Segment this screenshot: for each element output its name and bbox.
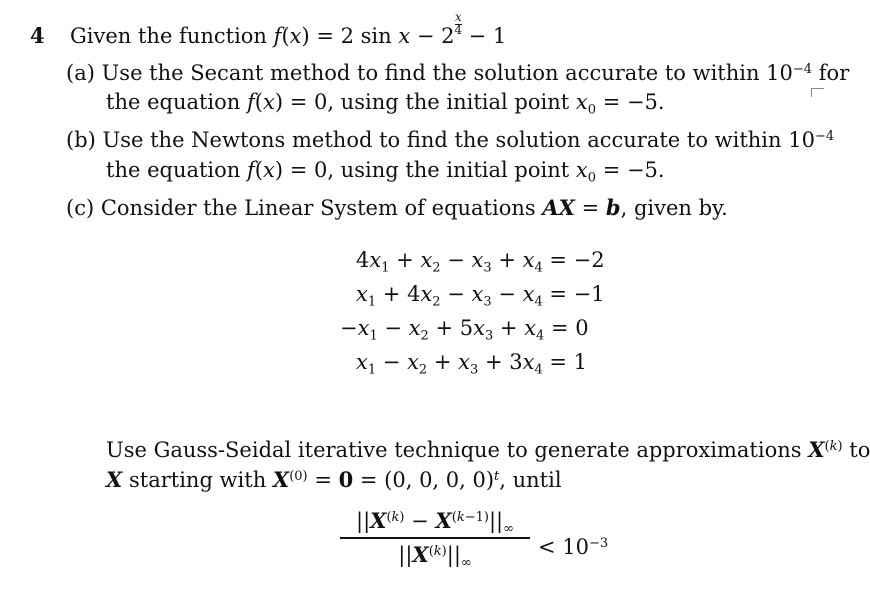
part-b-line2 [106, 156, 665, 184]
criterion-denominator: $||X^{(k)}||_\infty$ [398, 541, 472, 571]
part-a-equation: f(x) = 0 [247, 90, 328, 114]
part-b-line1 [66, 126, 834, 154]
gauss-text-end: to [849, 438, 870, 462]
part-c-text: Consider the Linear System of equations [100, 196, 536, 220]
part-a-line2 [106, 88, 665, 116]
part-b-equation: f(x) = 0 [247, 158, 328, 182]
system-equation-3: $-x_1 - x_2 + 5x_3 + x_4 = 0$ [340, 316, 589, 344]
part-a-line2-mid: , using the initial point [327, 90, 570, 114]
gauss-line2-start: starting with [128, 468, 267, 492]
part-b-label: (b) [66, 128, 96, 152]
part-a-label: (a) [66, 61, 95, 85]
part-b-line2-start: the equation [106, 158, 241, 182]
part-a-text-end: for [818, 61, 850, 85]
system-equation-2: $x_1 + 4x_2 - x_3 - x_4 = -1$ [356, 282, 605, 310]
part-b-period: . [657, 158, 665, 182]
margin-mark [811, 88, 824, 97]
part-c-equation: AX = b [542, 195, 621, 220]
part-a-initial-point: $x_0 = -5$ [575, 90, 658, 118]
problem-number: 4 [30, 23, 45, 49]
part-b-initial-point: $x_0 = -5$ [575, 158, 658, 186]
problem-header [30, 12, 506, 50]
part-a-period: . [657, 90, 665, 114]
part-b-line2-mid: , using the initial point [327, 158, 570, 182]
fraction-bar [340, 537, 530, 539]
criterion-rhs: < $10^{-3}$ [538, 535, 609, 559]
part-c-label: (c) [66, 196, 95, 220]
part-a-exponent: −4 [792, 61, 813, 77]
part-b-exponent: −4 [814, 128, 835, 144]
part-a-line2-start: the equation [106, 90, 241, 114]
part-b-text: Use the Newtons method to find the solution accurate to within 10 [102, 128, 815, 152]
problem-intro: Given the function [70, 24, 267, 49]
gauss-text: Use Gauss-Seidal iterative technique to generate approximations [106, 438, 802, 462]
part-a-text: Use the Secant method to find the solution accurate to within 10 [101, 61, 793, 85]
part-c-text-end: , given by. [620, 196, 728, 220]
part-a-line1 [66, 59, 849, 87]
gauss-line1: Use Gauss-Seidal iterative technique to generate approximations $X^{(k)}$ to [106, 437, 870, 462]
function-definition: f(x) = 2 $\sin x - 2^{\frac{x}{4}}$ − 1 [273, 10, 507, 49]
gauss-line2: X starting with $X^{(0)} = 0 = (0$, 0, 0, 0)$^t$, until [106, 467, 562, 492]
system-equation-4: $x_1 - x_2 + x_3 + 3x_4 = 1$ [356, 350, 588, 378]
system-equation-1: $4x_1 + x_2 - x_3 + x_4 = -2$ [356, 248, 605, 276]
criterion-numerator: $||X^{(k)} - X^{(k-1)}||_\infty$ [356, 508, 514, 537]
part-c-line1 [66, 194, 728, 222]
stopping-criterion-fraction [340, 508, 530, 571]
